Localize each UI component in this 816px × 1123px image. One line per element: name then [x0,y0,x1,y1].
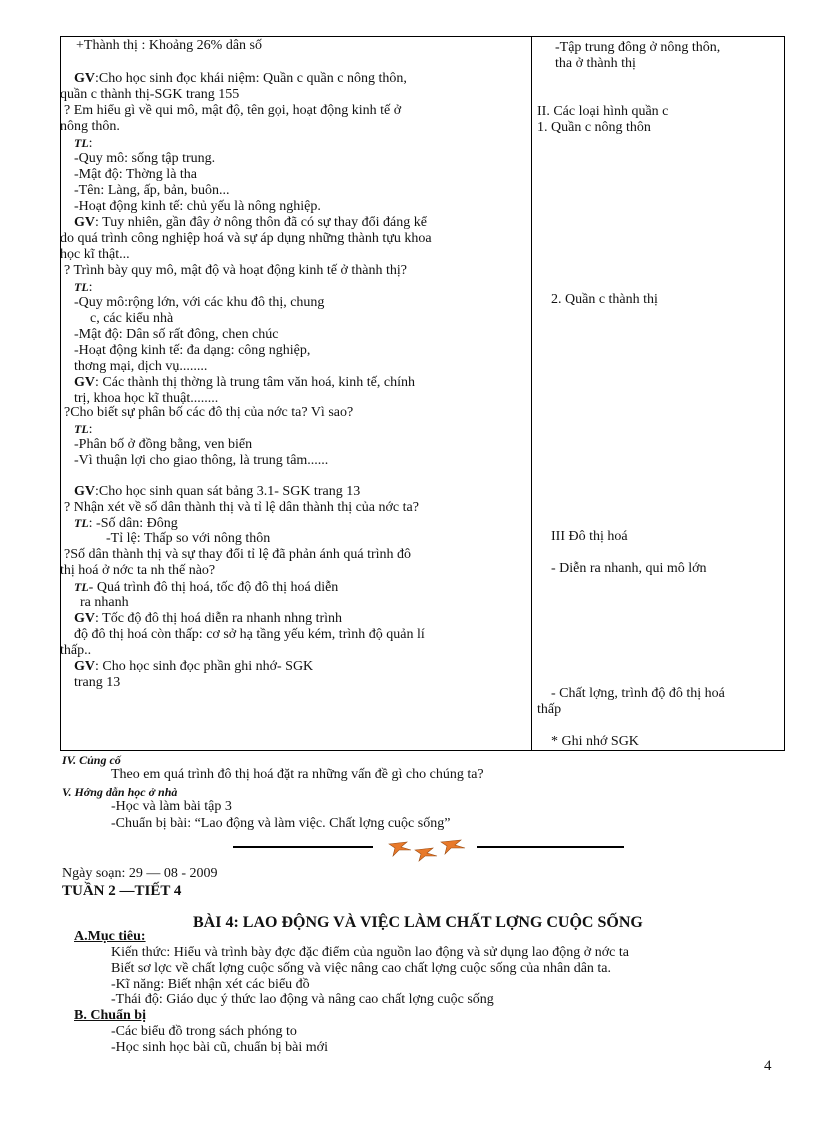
lesson-activity-text: : [88,280,93,295]
lesson-activity-text: quần c thành thị-SGK trang 155 [60,87,240,102]
lesson-activity-line [90,311,173,327]
lesson-activity-line [64,547,411,563]
teacher-label: GV [74,71,95,86]
lesson-activity-line [74,215,427,231]
objective-line: -Kĩ năng: Biết nhận xét các biểu đồ [111,977,310,992]
lesson-content-line [555,40,720,56]
lesson-content-line [551,686,725,702]
lesson-activity-line [76,38,262,54]
lesson-content-line [537,104,668,120]
answer-label: TL [74,136,89,150]
lesson-activity-text: trang 13 [74,675,121,690]
lesson-content-text: II. Các loại hình quần c [537,104,669,119]
lesson-activity-text: : Cho học sinh đọc phần ghi nhớ- SGK [95,659,314,674]
lesson-content-text: 2. Quần c thành thị [551,292,658,307]
divider-left-line [233,846,373,848]
lesson-activity-line [74,579,338,596]
objective-line: Kiến thức: Hiểu và trình bày đợc đặc điểm của nguồn lao động và sử dụng lao động ở nớc ta [111,945,629,960]
lesson-content-line [537,120,651,136]
lesson-activity-text: trị, khoa học kĩ thuật........ [74,391,219,406]
lesson-activity-text: -Mật độ: Dân số rất đông, chen chúc [74,327,279,342]
section-a-label: A.Mục tiêu: [74,929,146,944]
lesson-activity-line [106,531,270,547]
section-b-label: B. Chuẩn bị [74,1008,146,1023]
lesson-activity-line [74,199,321,215]
preparation-line: -Học sinh học bài cũ, chuẩn bị bài mới [111,1040,328,1055]
preparation-line: -Các biểu đồ trong sách phóng to [111,1024,297,1039]
lesson-activity-text: độ đô thị hoá còn thấp: cơ sở hạ tầng yếu kém, trình độ quản lí [74,627,425,642]
section-iv-text: Theo em quá trình đô thị hoá đặt ra những vấn đề gì cho chúng ta? [111,767,484,782]
lesson-activity-text: -Phân bố ở đồng bằng, ven biển [74,437,253,452]
table-right-column [533,38,784,749]
lesson-activity-line [74,611,342,627]
lesson-activity-line [60,247,130,263]
lesson-content-text: thấp [537,702,562,717]
lesson-activity-text: :Cho học sinh quan sát bảng 3.1- SGK trang 13 [95,484,361,499]
teacher-label: GV [74,215,95,230]
section-v-item: -Học và làm bài tập 3 [111,799,232,814]
lesson-activity-line [64,405,353,421]
lesson-activity-line [64,263,407,279]
lesson-activity-text: học kĩ thật... [60,247,130,262]
section-iv-label: IV. Củng cố [62,753,121,767]
lesson-activity-line [60,87,239,103]
answer-label: TL [74,280,89,294]
lesson-activity-text: : [88,422,93,437]
lesson-activity-line [74,675,120,691]
lesson-activity-text: : Tuy nhiên, gần đây ở nông thôn đã có sự thay đổi đáng kể [95,215,427,230]
lesson-activity-text: do quá trình công nghiệp hoá và sự áp dụng những thành tựu khoa [60,231,432,246]
lesson-activity-line [80,595,129,611]
lesson-activity-text: -Hoạt động kinh tế: chủ yếu là nông nghiệp. [74,199,321,214]
lesson-activity-text: thị hoá ở nớc ta nh thế nào? [60,563,216,578]
table-column-divider [531,36,532,751]
lesson-content-line [555,56,636,72]
lesson-activity-line [74,167,197,183]
lesson-activity-line [74,515,178,532]
teacher-label: GV [74,375,95,390]
lesson-activity-line [74,151,215,167]
lesson-activity-text: ? Nhận xét về số dân thành thị và tỉ lệ dân thành thị của nớc ta? [64,500,419,515]
lesson-activity-line [74,659,313,675]
lesson-content-text: - Chất lợng, trình độ đô thị hoá [551,686,725,701]
teacher-label: GV [74,659,95,674]
lesson-content-text: tha ở thành thị [555,56,636,71]
lesson-activity-text: ? Em hiểu gì về qui mô, mật độ, tên gọi, hoạt động kinh tế ở [64,103,402,118]
lesson-activity-line [74,135,93,152]
section-v-label: V. Hớng dẫn học ở nhà [62,785,178,799]
lesson-content-line [551,292,658,308]
lesson-activity-line [74,437,252,453]
lesson-content-text: III Đô thị hoá [551,529,628,544]
lesson-activity-text: +Thành thị : Khoảng 26% dân số [76,38,262,53]
divider-right-line [477,846,624,848]
lesson-activity-text: : Các thành thị thờng là trung tâm văn hoá, kinh tế, chính [95,375,416,390]
lesson-content-line [537,702,561,718]
lesson-activity-text: - Quá trình đô thị hoá, tốc độ đô thị hoá diễn [88,580,339,595]
answer-label: TL [74,422,89,436]
lesson-activity-text: -Tỉ lệ: Thấp so với nông thôn [106,531,271,546]
lesson-activity-text: ? Trình bày quy mô, mật độ và hoạt động kinh tế ở thành thị? [64,263,407,278]
lesson-activity-line [74,359,207,375]
lesson-content-text: 1. Quần c nông thôn [537,120,651,135]
lesson-activity-line [74,71,407,87]
lesson-activity-line [74,183,230,199]
lesson-activity-text: -Vì thuận lợi cho giao thông, là trung tâm...... [74,453,329,468]
lesson-content-text: -Tập trung đông ở nông thôn, [555,40,721,55]
lesson-content-text: - Diễn ra nhanh, qui mô lớn [551,561,707,576]
lesson-activity-line [60,643,91,659]
lesson-activity-line [74,295,324,311]
week-line: TUẦN 2 —TIẾT 4 [62,883,182,899]
lesson-activity-text: c, các kiểu nhà [90,311,174,326]
lesson-activity-text: : Tốc độ đô thị hoá diễn ra nhanh nhng trình [95,611,343,626]
lesson-activity-line [60,231,432,247]
objective-line: Biết sơ lợc về chất lợng cuộc sống và việc nâng cao chất lợng cuộc sống của nhân dân ta. [111,961,612,976]
teacher-label: GV [74,484,95,499]
lesson-activity-text: :Cho học sinh đọc khái niệm: Quần c quần c nông thôn, [95,71,407,86]
ornament-icon [385,836,467,862]
table-left-column [60,38,530,749]
lesson-content-line [551,529,628,545]
lesson-activity-text: ?Số dân thành thị và sự thay đổi tỉ lệ đã phản ánh quá trình đô [64,547,412,562]
page-number: 4 [764,1058,772,1074]
lesson-title: BÀI 4: LAO ĐỘNG VÀ VIỆC LÀM CHẤT LỢNG CUỘC SỐNG [193,914,643,931]
lesson-content-text: * Ghi nhớ SGK [551,734,639,749]
lesson-activity-text: ?Cho biết sự phân bố các đô thị của nớc ta? Vì sao? [64,405,354,420]
lesson-activity-text: -Mật độ: Thờng là tha [74,167,198,182]
section-v-item: -Chuẩn bị bài: “Lao động và làm việc. Chất lợng cuộc sống” [111,816,451,831]
lesson-activity-line [74,484,360,500]
lesson-activity-line [74,627,425,643]
date-line: Ngày soạn: 29 — 08 - 2009 [62,866,218,881]
lesson-activity-line [74,375,415,391]
lesson-activity-text: -Quy mô: sống tập trung. [74,151,216,166]
lesson-activity-line [74,343,310,359]
lesson-activity-text: thơng mại, dịch vụ........ [74,359,208,374]
lesson-activity-line [60,119,120,135]
lesson-content-line [551,561,707,577]
lesson-activity-text: ra nhanh [80,595,129,610]
lesson-activity-line [60,563,215,579]
lesson-content-line [551,734,639,749]
teacher-label: GV [74,611,95,626]
lesson-activity-line [74,421,93,438]
lesson-activity-text: : [88,136,93,151]
lesson-activity-line [64,103,401,119]
answer-label: TL [74,516,89,530]
lesson-activity-text: : -Số dân: Đông [88,516,178,531]
objective-line: -Thái độ: Giáo dục ý thức lao động và nâng cao chất lợng cuộc sống [111,992,494,1007]
lesson-activity-text: nông thôn. [60,119,120,134]
lesson-activity-text: -Tên: Làng, ấp, bản, buôn... [74,183,230,198]
lesson-activity-line [74,279,93,296]
lesson-activity-line [74,453,328,469]
lesson-activity-text: -Quy mô:rộng lớn, với các khu đô thị, chung [74,295,325,310]
lesson-activity-text: thấp.. [60,643,92,658]
lesson-activity-line [74,327,279,343]
lesson-activity-line [64,500,419,516]
answer-label: TL [74,580,89,594]
lesson-activity-text: -Hoạt động kinh tế: đa dạng: công nghiệp, [74,343,311,358]
